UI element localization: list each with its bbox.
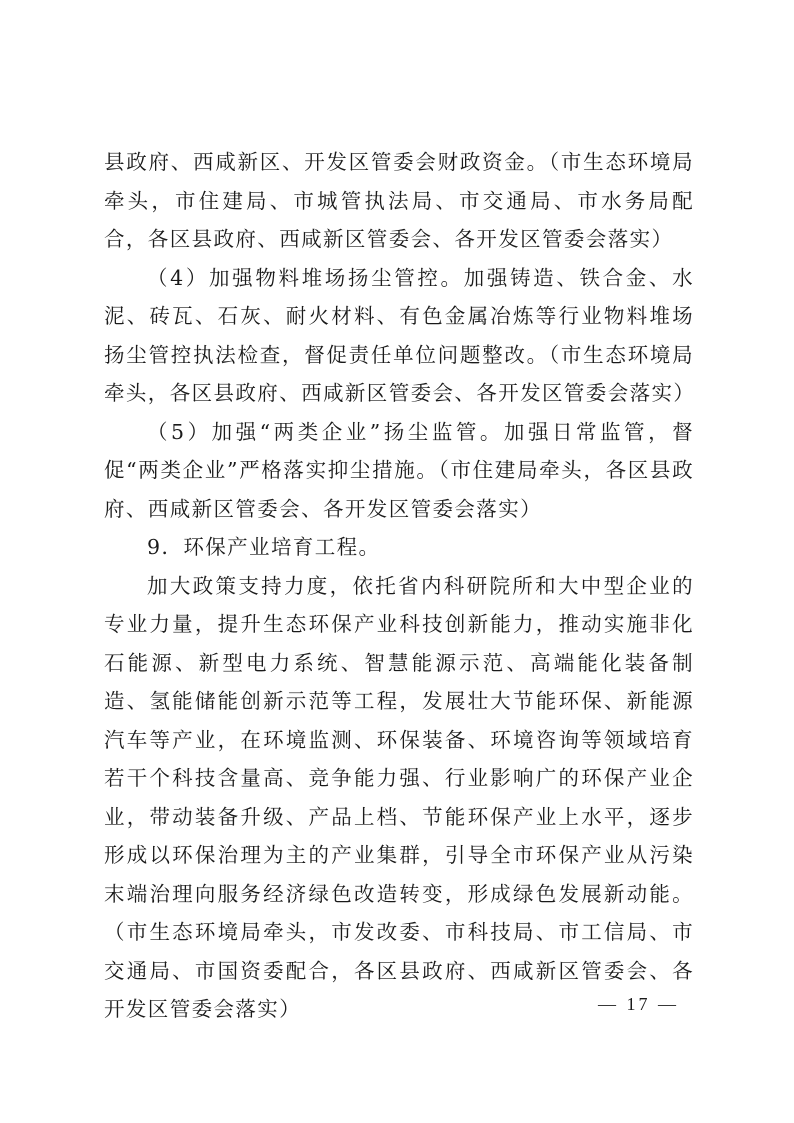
paragraph-material-yard-dust-control: （4）加强物料堆场扬尘管控。加强铸造、铁合金、水泥、砖瓦、石灰、耐火材料、有色金属冶炼等行业物料堆场扬尘管控执法检查，督促责任单位问题整改。（市生态环境局牵头，各区县政府、西咸新区管委会、各开发区管委会落实） (104, 265, 696, 405)
document-body (104, 143, 694, 1029)
page-number: — 17 — (598, 994, 679, 1014)
paragraph-two-types-enterprises: （5）加强“两类企业”扬尘监管。加强日常监管，督促“两类企业”严格落实抑尘措施。（市住建局牵头，各区县政府、西咸新区管委会、各开发区管委会落实） (104, 419, 694, 521)
paragraph-continued-funding: 县政府、西咸新区、开发区管委会财政资金。（市生态环境局牵头，市住建局、市城管执法局、市交通局、市水务局配合，各区县政府、西咸新区管委会、各开发区管委会落实） (104, 150, 694, 251)
paragraph-environmental-industry-cultivation: 加大政策支持力度，依托省内科研院所和大中型企业的专业力量，提升生态环保产业科技创新能力，推动实施非化石能源、新型电力系统、智慧能源示范、高端能化装备制造、氢能储能创新示范等工程，发展壮大节能环保、新能源汽车等产业，在环境监测、环保装备、环境咨询等领域培育若干个科技含量高、竞争能力强、行业影响广的环保产业企业，带动装备升级、产品上档、节能环保产业上水平，逐步形成以环保治理为主的产业集群，引导全市环保产业从污染末端治理向服务经济绿色改造转变，形成绿色发展新动能。（市生态环境局牵头，市发改委、市科技局、市工信局、市交通局、市国资委配合，各区县政府、西咸新区管委会、各开发区管委会落实） (104, 573, 694, 1021)
section-heading-environmental-industry: 9．环保产业培育工程。 (147, 535, 381, 559)
